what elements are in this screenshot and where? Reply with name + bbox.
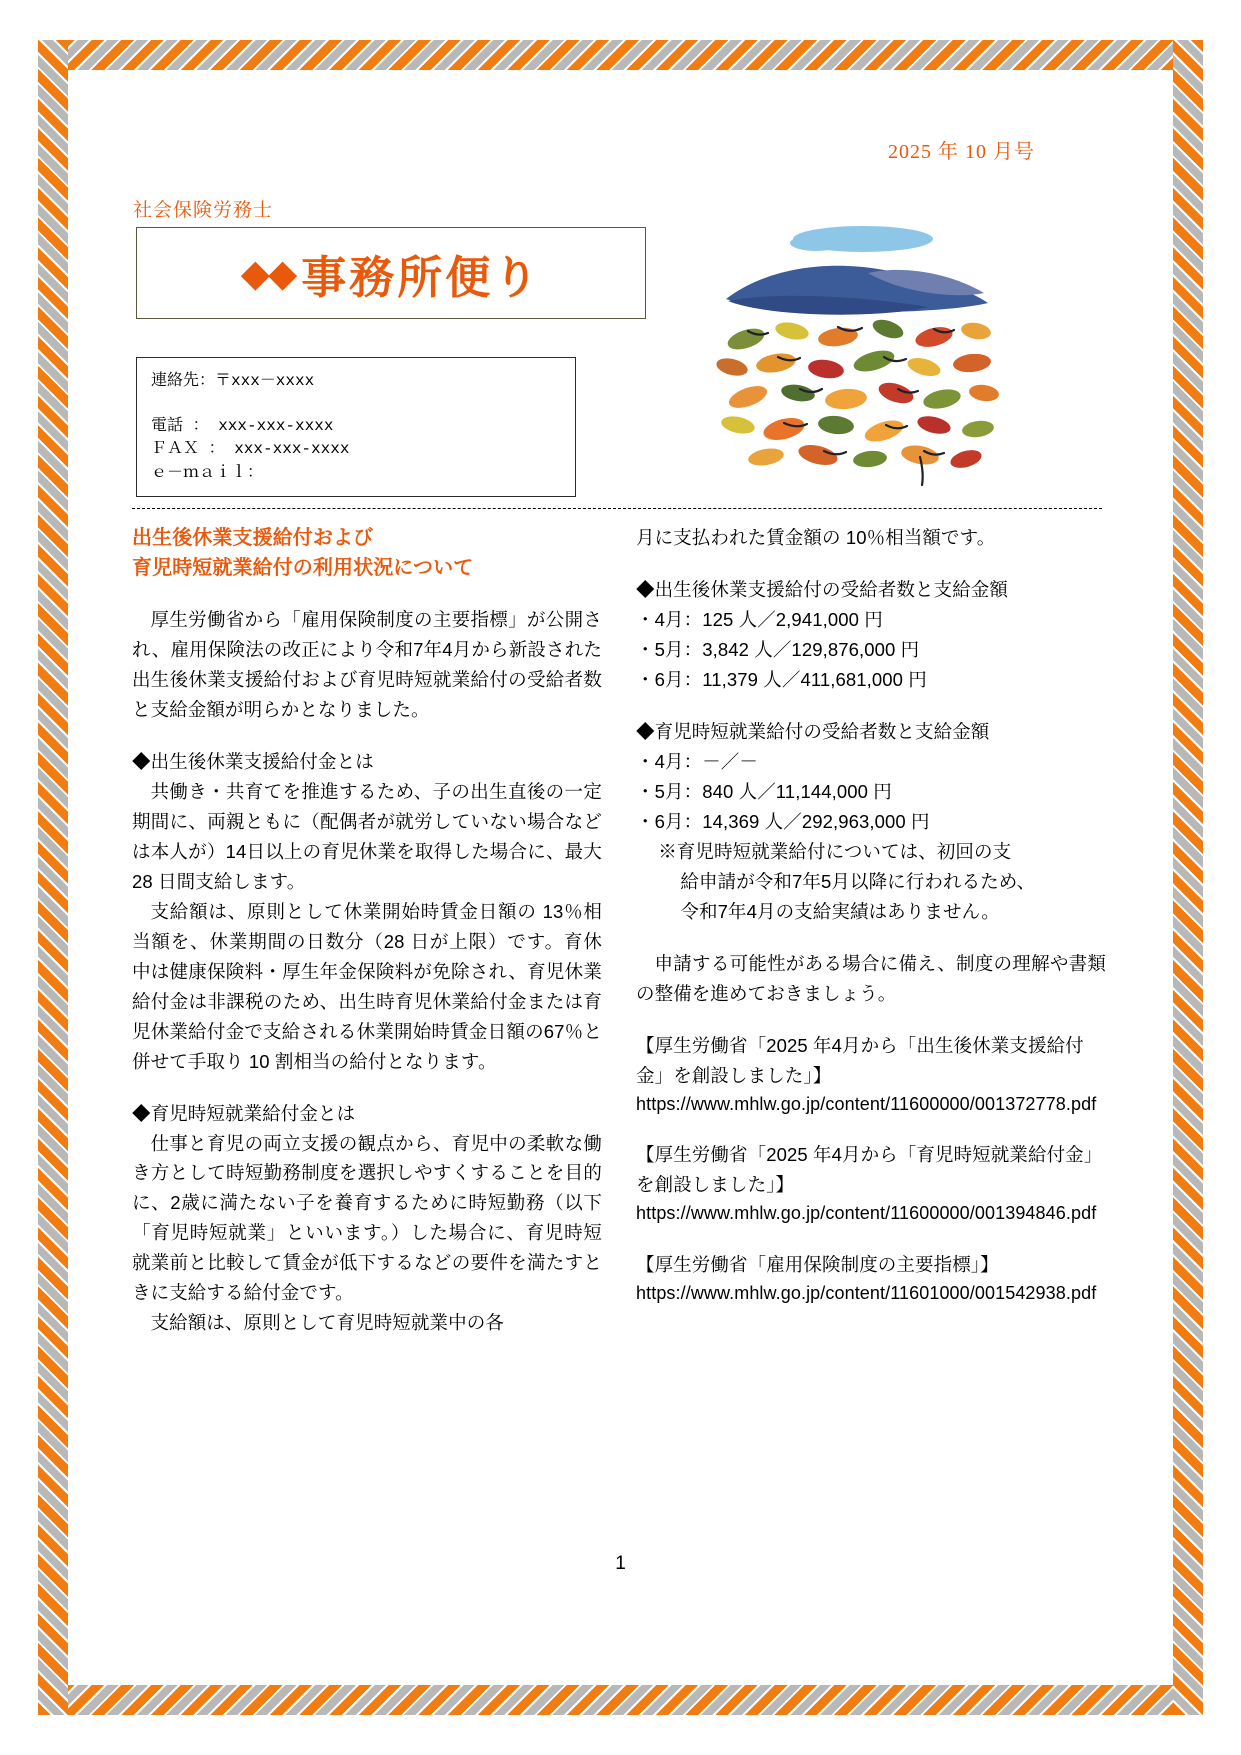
- stats2-note-heading: ※育児時短就業給付については、初回の支: [658, 840, 1012, 862]
- section2-paragraph-2-right: 月に支払われた賃金額の 10％相当額です。: [636, 527, 996, 548]
- article-headline-line2: 育児時短就業給付の利用状況について: [132, 557, 474, 579]
- reference-title-3: 【厚生労働省「雇用保険制度の主要指標」】: [636, 1254, 999, 1276]
- contact-info-box: [136, 357, 576, 497]
- section1-heading: ◆出生後休業支援給付金とは: [132, 750, 374, 772]
- contact-email: ｅ－ｍａｉｌ：: [151, 463, 264, 482]
- stats2-note-body-1: 給申請が令和7年5月以降に行われるため、: [680, 870, 1036, 892]
- contact-address: 連絡先：〒xxx－xxxx: [151, 372, 315, 390]
- contact-tel: 電話 ： xxx-xxx-xxxx: [151, 417, 334, 436]
- section2-paragraph-2-left: 支給額は、原則として育児時短就業中の各: [150, 1312, 504, 1334]
- stats1-item-april: ・4月：125 人／2,941,000 円: [636, 608, 883, 630]
- spacer: [132, 725, 602, 747]
- right-column: [636, 523, 1106, 1338]
- reference-title-1: 【厚生労働省「2025 年4月から「出生後休業支援給付金」を創設しました」】: [636, 1034, 1084, 1086]
- reference-url-3[interactable]: https://www.mhlw.go.jp/content/11601000/001542938.pdf: [636, 1283, 1097, 1304]
- contact-spacer: [151, 393, 561, 415]
- autumn-leaves-illustration: [688, 207, 1018, 497]
- spacer: [636, 1118, 1106, 1140]
- article-headline-line1: 出生後休業支援給付および: [132, 527, 374, 549]
- section1-paragraph-2: 支給額は、原則として休業開始時賃金日額の 13％相当額を、休業期間の日数分（28 日が上限）です。育休中は健康保険料・厚生年金保険料が免除され、育児休業給付金は非課税のため、出生時育児休業給付金または育児休業給付金で支給される休業開始時賃金日額の67％と併せて手取り 10 割相当の給付となります。: [132, 900, 602, 1072]
- stats2-heading: ◆育児時短就業給付の受給者数と支給金額: [636, 720, 990, 742]
- spacer: [636, 1228, 1106, 1250]
- page-number: 1: [615, 1553, 626, 1574]
- article-headline: [132, 523, 602, 583]
- contact-fax: ＦＡＸ ： xxx-xxx-xxxx: [151, 440, 350, 459]
- reference-url-1[interactable]: https://www.mhlw.go.jp/content/11600000/001372778.pdf: [636, 1093, 1097, 1114]
- section1-paragraph-1: 共働き・共育てを推進するため、子の出生直後の一定期間に、両親ともに（配偶者が就労していない場合などは本人が）14日以上の育児休業を取得した場合に、最大 28 日間支給します。: [132, 780, 602, 892]
- stats2-note-body-2: 令和7年4月の支給実績はありません。: [680, 900, 1000, 922]
- reference-url-2[interactable]: https://www.mhlw.go.jp/content/11600000/001394846.pdf: [636, 1203, 1097, 1224]
- border-right: [1173, 40, 1203, 1715]
- body-columns: [132, 523, 1107, 1338]
- section2-paragraph-1: 仕事と育児の両立支援の観点から、育児中の柔軟な働き方として時短勤務制度を選択しやすくすることを目的に、2歳に満たない子を養育するために時短勤務（以下「育児時短就業」といいます。）した場合に、育児時短就業前と比較して賃金が低下するなどの要件を満たすときに支給する給付金です。: [132, 1132, 602, 1304]
- spacer: [636, 1009, 1106, 1031]
- spacer: [132, 1077, 602, 1099]
- article-closing: 申請する可能性がある場合に備え、制度の理解や書類の整備を進めておきましょう。: [636, 952, 1106, 1004]
- spacer: [636, 553, 1106, 575]
- masthead-title-box: [136, 227, 646, 319]
- stats1-heading: ◆出生後休業支援給付の受給者数と支給金額: [636, 578, 1009, 600]
- section2-heading: ◆育児時短就業給付金とは: [132, 1102, 356, 1124]
- stats1-item-june: ・6月：11,379 人／411,681,000 円: [636, 668, 927, 690]
- border-top: [38, 40, 1203, 70]
- issue-date: 2025 年 10 月号: [888, 141, 1035, 163]
- left-column: [132, 523, 602, 1338]
- stats2-item-april: ・4月：－／－: [636, 750, 758, 772]
- border-left: [38, 40, 68, 1715]
- reference-title-2: 【厚生労働省「2025 年4月から「育児時短就業給付金」を創設しました」】: [636, 1144, 1103, 1196]
- section-divider: [132, 508, 1102, 509]
- diamond-icon: ◆◆: [240, 252, 296, 295]
- article-intro: 厚生労働省から「雇用保険制度の主要指標」が公開され、雇用保険法の改正により令和7年4月から新設された出生後休業支援給付および育児時短就業給付の受給者数と支給金額が明らかとなりました。: [132, 609, 602, 720]
- stats2-item-may: ・5月：840 人／11,144,000 円: [636, 780, 892, 802]
- office-kind-label: 社会保険労務士: [133, 200, 274, 221]
- spacer: [636, 695, 1106, 717]
- stats2-item-june: ・6月：14,369 人／292,963,000 円: [636, 810, 930, 832]
- page-content: [88, 95, 1153, 1665]
- stats1-item-may: ・5月：3,842 人／129,876,000 円: [636, 638, 920, 660]
- border-bottom: [38, 1685, 1203, 1715]
- spacer: [636, 927, 1106, 949]
- page-title: 事務所便り: [301, 251, 542, 303]
